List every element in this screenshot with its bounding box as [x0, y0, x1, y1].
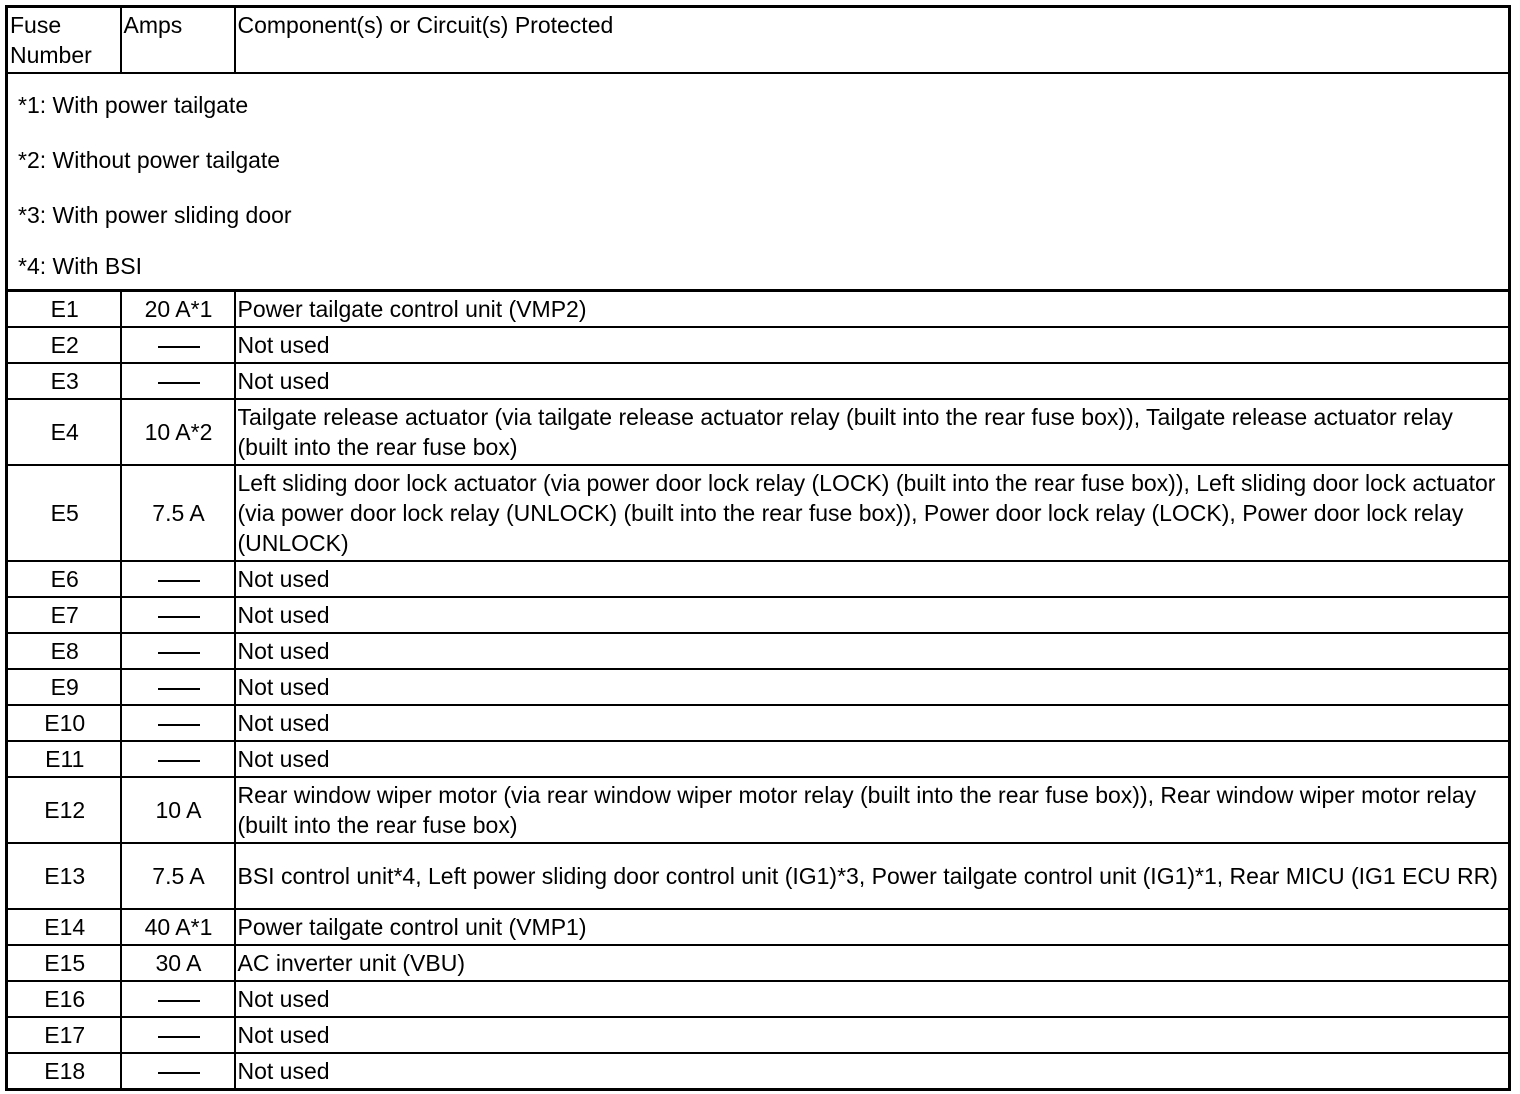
components-cell: Not used: [235, 1053, 1510, 1090]
notes-cell: [7, 73, 1510, 291]
table-row: [7, 669, 1510, 705]
table-row: [7, 561, 1510, 597]
amps-cell: [121, 741, 235, 777]
components-cell: Not used: [235, 633, 1510, 669]
em-dash-icon: [158, 724, 200, 726]
amps-cell: 40 A*1: [121, 909, 235, 945]
table-row: [7, 291, 1510, 328]
fuse-number-cell: E4: [7, 399, 121, 465]
amps-cell: [121, 327, 235, 363]
components-cell: AC inverter unit (VBU): [235, 945, 1510, 981]
em-dash-icon: [158, 760, 200, 762]
amps-cell: 20 A*1: [121, 291, 235, 328]
table-row: [7, 1017, 1510, 1053]
table-row: [7, 597, 1510, 633]
fuse-number-cell: E3: [7, 363, 121, 399]
table-row: [7, 945, 1510, 981]
components-cell: BSI control unit*4, Left power sliding door control unit (IG1)*3, Power tailgate control unit (IG1)*1, Rear MICU (IG1 ECU RR): [235, 843, 1510, 909]
amps-cell: 7.5 A: [121, 465, 235, 561]
table-row: [7, 981, 1510, 1017]
table-row: [7, 399, 1510, 465]
header-row: [7, 7, 1510, 74]
note-1: *1: With power tailgate: [18, 92, 249, 118]
amps-cell: 10 A: [121, 777, 235, 843]
amps-cell: [121, 633, 235, 669]
note-2: *2: Without power tailgate: [18, 147, 281, 173]
fuse-number-cell: E18: [7, 1053, 121, 1090]
table-row: [7, 777, 1510, 843]
em-dash-icon: [158, 580, 200, 582]
em-dash-icon: [158, 1072, 200, 1074]
amps-cell: [121, 669, 235, 705]
amps-cell: 30 A: [121, 945, 235, 981]
components-cell: Not used: [235, 597, 1510, 633]
fuse-number-cell: E8: [7, 633, 121, 669]
components-cell: Left sliding door lock actuator (via power door lock relay (LOCK) (built into the rear fuse box)), Left sliding door lock actuator (via power door lock relay (UNLOCK) (built into the rear fuse box)), Power door lock relay (LOCK), Power door lock relay (UNLOCK): [235, 465, 1510, 561]
em-dash-icon: [158, 346, 200, 348]
components-cell: Rear window wiper motor (via rear window wiper motor relay (built into the rear fuse box)), Rear window wiper motor relay (built into the rear fuse box): [235, 777, 1510, 843]
components-cell: Not used: [235, 741, 1510, 777]
components-cell: Not used: [235, 363, 1510, 399]
header-fuse-number: Fuse Number: [7, 7, 121, 74]
table-row: [7, 909, 1510, 945]
table-row: [7, 1053, 1510, 1090]
notes-row: [7, 73, 1510, 291]
fuse-number-cell: E1: [7, 291, 121, 328]
amps-cell: [121, 597, 235, 633]
fuse-number-cell: E16: [7, 981, 121, 1017]
components-cell: Not used: [235, 561, 1510, 597]
components-cell: Not used: [235, 669, 1510, 705]
fuse-number-cell: E10: [7, 705, 121, 741]
fuse-number-cell: E2: [7, 327, 121, 363]
amps-cell: 10 A*2: [121, 399, 235, 465]
amps-cell: [121, 1017, 235, 1053]
em-dash-icon: [158, 1000, 200, 1002]
table-row: [7, 327, 1510, 363]
amps-cell: [121, 705, 235, 741]
header-components: Component(s) or Circuit(s) Protected: [235, 7, 1510, 74]
fuse-number-cell: E7: [7, 597, 121, 633]
em-dash-icon: [158, 616, 200, 618]
components-cell: Not used: [235, 705, 1510, 741]
fuse-number-cell: E15: [7, 945, 121, 981]
em-dash-icon: [158, 382, 200, 384]
fuse-number-cell: E11: [7, 741, 121, 777]
fuse-number-cell: E17: [7, 1017, 121, 1053]
em-dash-icon: [158, 688, 200, 690]
fuse-number-cell: E13: [7, 843, 121, 909]
amps-cell: [121, 1053, 235, 1090]
note-4: *4: With BSI: [18, 253, 142, 279]
table-row: [7, 465, 1510, 561]
table-row: [7, 633, 1510, 669]
note-3: *3: With power sliding door: [18, 202, 292, 228]
components-cell: Not used: [235, 981, 1510, 1017]
components-cell: Not used: [235, 1017, 1510, 1053]
fuse-table: [5, 5, 1511, 1091]
fuse-number-cell: E14: [7, 909, 121, 945]
table-row: [7, 741, 1510, 777]
components-cell: Tailgate release actuator (via tailgate release actuator relay (built into the rear fuse box)), Tailgate release actuator relay (built into the rear fuse box): [235, 399, 1510, 465]
amps-cell: [121, 561, 235, 597]
components-cell: Power tailgate control unit (VMP2): [235, 291, 1510, 328]
table-row: [7, 705, 1510, 741]
components-cell: Power tailgate control unit (VMP1): [235, 909, 1510, 945]
fuse-number-cell: E12: [7, 777, 121, 843]
fuse-number-cell: E9: [7, 669, 121, 705]
amps-cell: 7.5 A: [121, 843, 235, 909]
fuse-number-cell: E5: [7, 465, 121, 561]
table-row: [7, 363, 1510, 399]
fuse-number-cell: E6: [7, 561, 121, 597]
em-dash-icon: [158, 1036, 200, 1038]
em-dash-icon: [158, 652, 200, 654]
amps-cell: [121, 981, 235, 1017]
amps-cell: [121, 363, 235, 399]
components-cell: Not used: [235, 327, 1510, 363]
table-row: [7, 843, 1510, 909]
header-amps: Amps: [121, 7, 235, 74]
